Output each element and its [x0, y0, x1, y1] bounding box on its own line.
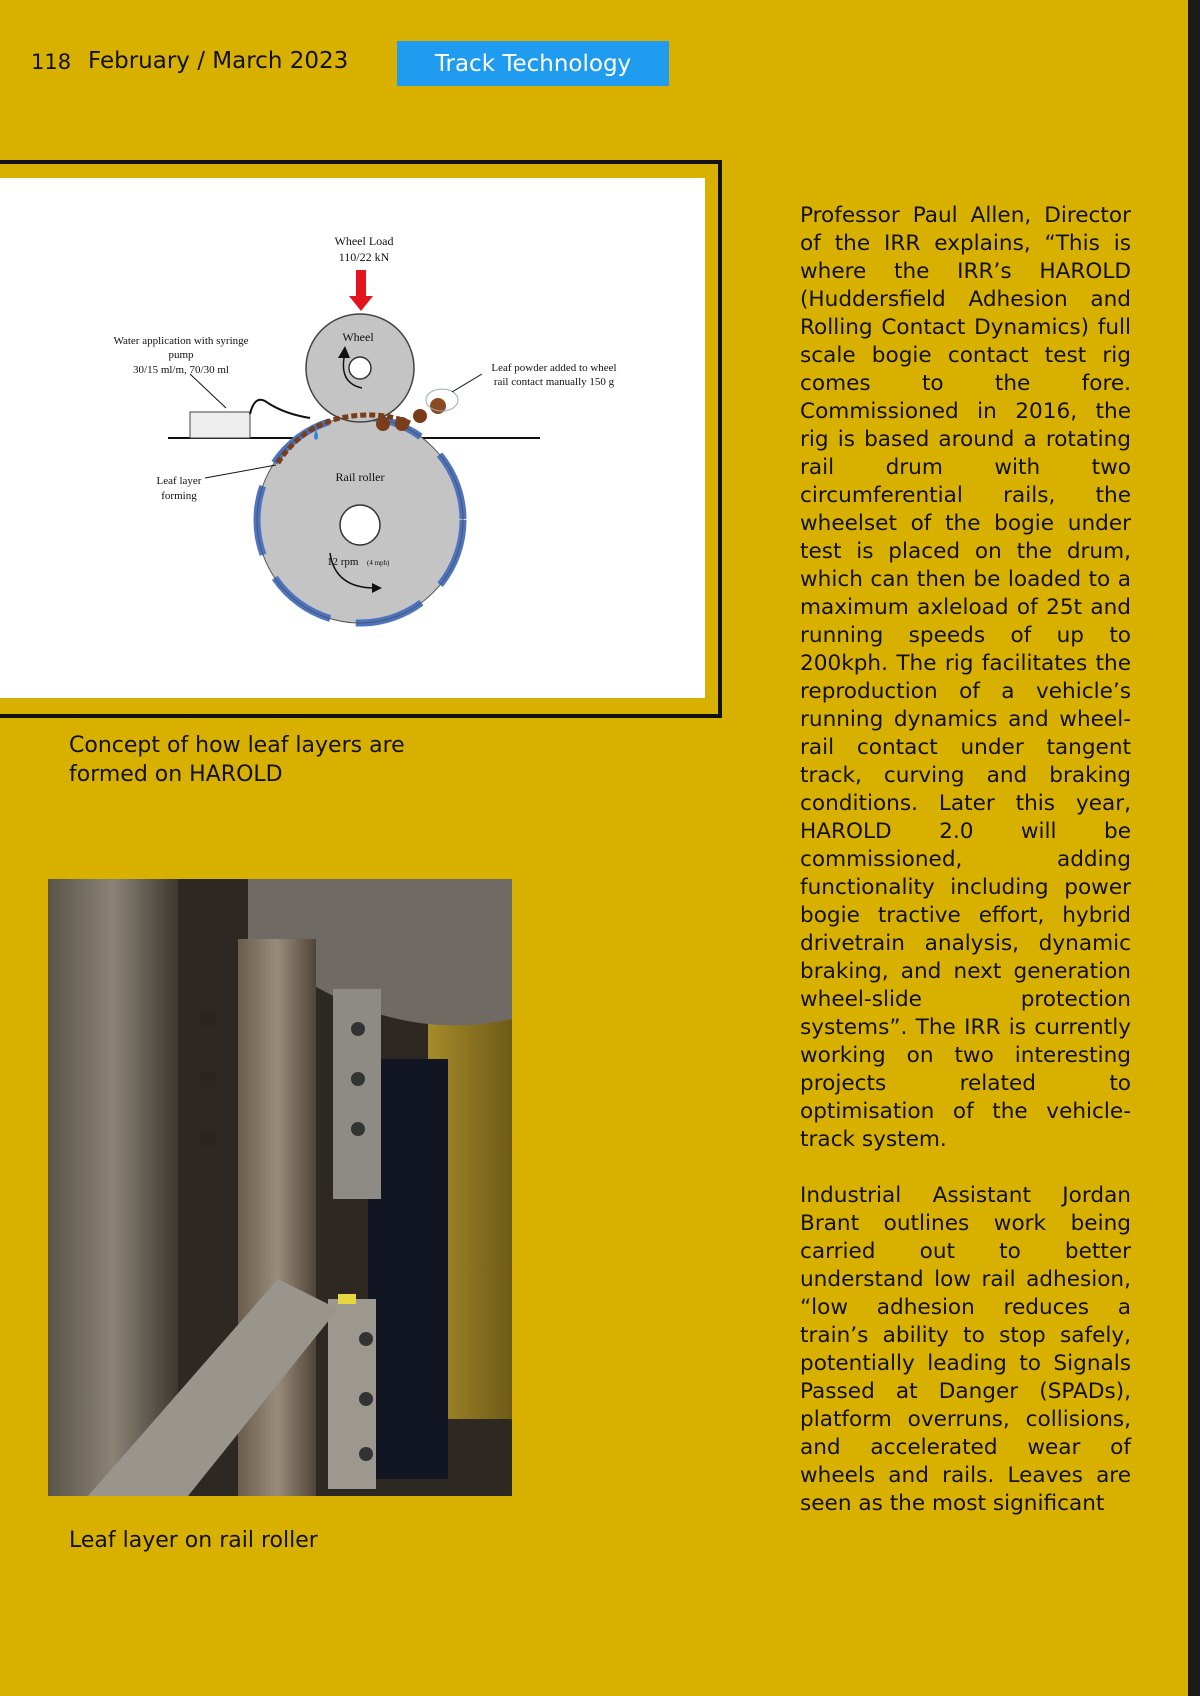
page-edge-strip — [1188, 0, 1200, 1696]
leaf-powder-leader-line — [452, 374, 482, 392]
photo-bolt — [199, 1070, 217, 1088]
leaf-piece — [395, 417, 409, 431]
photo-bolt — [359, 1392, 373, 1406]
rail-roller-photo — [48, 879, 512, 1496]
photo-bolt — [199, 1130, 217, 1148]
photo-bolt — [351, 1122, 365, 1136]
article-paragraph: Professor Paul Allen, Director of the IRR explains, “This is where the IRR’s HAROLD (Huddersfield Adhesion and Rolling Contact Dynamics) full scale bogie contact test rig comes to the fore. Commissioned in 2016, the rig is based around a rotating rail drum with two circumferential rails, the wheelset of the bogie under test is placed on the drum, which can then be loaded to a maximum axleload of 25t and running speeds of up to 200kph. The rig facilitates the reproduction of a vehicle’s running dynamics and wheel-rail contact under tangent track, curving and braking conditions. Later this year, HAROLD 2.0 will be commissioned, adding functionality including power bogie tractive effort, hybrid drivetrain analysis, dynamic braking, and next generation wheel-slide protection systems”. The IRR is currently working on two interesting projects related to optimisation of the vehicle-track system. — [800, 203, 1131, 1152]
photo-rail-left — [48, 879, 178, 1496]
photo-bolt — [359, 1332, 373, 1346]
water-leader-line — [190, 374, 226, 408]
leaf-piece — [376, 417, 390, 431]
diagram-frame — [0, 160, 722, 718]
leaf-layer-diagram — [0, 178, 705, 698]
issue-date: February / March 2023 — [88, 48, 349, 74]
article-paragraph: Industrial Assistant Jordan Brant outlines work being carried out to better understand low rail adhesion, “low adhesion reduces a train’s ability to stop safely, potentially leading to Signals Passed at Danger (SPADs), platform overruns, collisions, and accelerated wear of wheels and rails. Leaves are seen as the most significant — [800, 1183, 1131, 1516]
leaf-layer-leader-line — [205, 465, 276, 478]
leaf-piece — [430, 398, 446, 414]
diagram-caption: Concept of how leaf layers are formed on HAROLD — [69, 733, 405, 787]
water-label-line2: pump — [168, 349, 194, 361]
leaf-powder-label-line2: rail contact manually 150 g — [493, 376, 615, 388]
wheel-hub — [349, 357, 371, 379]
leaf-layer-label-line1: Leaf layer — [156, 475, 202, 487]
photo-svg — [48, 879, 512, 1496]
photo-yellow-tag — [338, 1294, 356, 1304]
section-tab[interactable]: Track Technology — [397, 41, 669, 86]
water-label-line3: 30/15 ml/m, 70/30 ml — [133, 364, 229, 376]
wheel-label: Wheel — [342, 330, 374, 344]
wheel-load-value: 110/22 kN — [338, 250, 390, 264]
wheel-load-title: Wheel Load — [334, 234, 394, 248]
photo-bolt — [351, 1072, 365, 1086]
leaf-piece — [413, 409, 427, 423]
article-body — [800, 202, 1131, 1546]
photo-clamp-upper — [333, 989, 381, 1199]
syringe-pump-box — [190, 412, 250, 438]
photo-caption: Leaf layer on rail roller — [69, 1528, 318, 1553]
page-number: 118 — [31, 50, 72, 74]
leaf-layer-label-line2: forming — [161, 490, 197, 502]
speed-label: 12 rpm — [327, 556, 359, 568]
water-label-line1: Water application with syringe — [113, 335, 249, 347]
diagram-svg — [0, 178, 705, 698]
water-tube — [250, 400, 310, 418]
photo-bolt — [351, 1022, 365, 1036]
load-arrow-head — [349, 296, 373, 311]
photo-bolt — [359, 1447, 373, 1461]
rail-roller-hub — [340, 505, 380, 545]
rail-roller-label: Rail roller — [335, 470, 385, 484]
leaf-powder-label-line1: Leaf powder added to wheel — [491, 362, 617, 374]
load-arrow-shaft — [356, 270, 366, 298]
speed-mph-label: (4 mph) — [367, 559, 390, 567]
photo-bolt — [199, 1010, 217, 1028]
